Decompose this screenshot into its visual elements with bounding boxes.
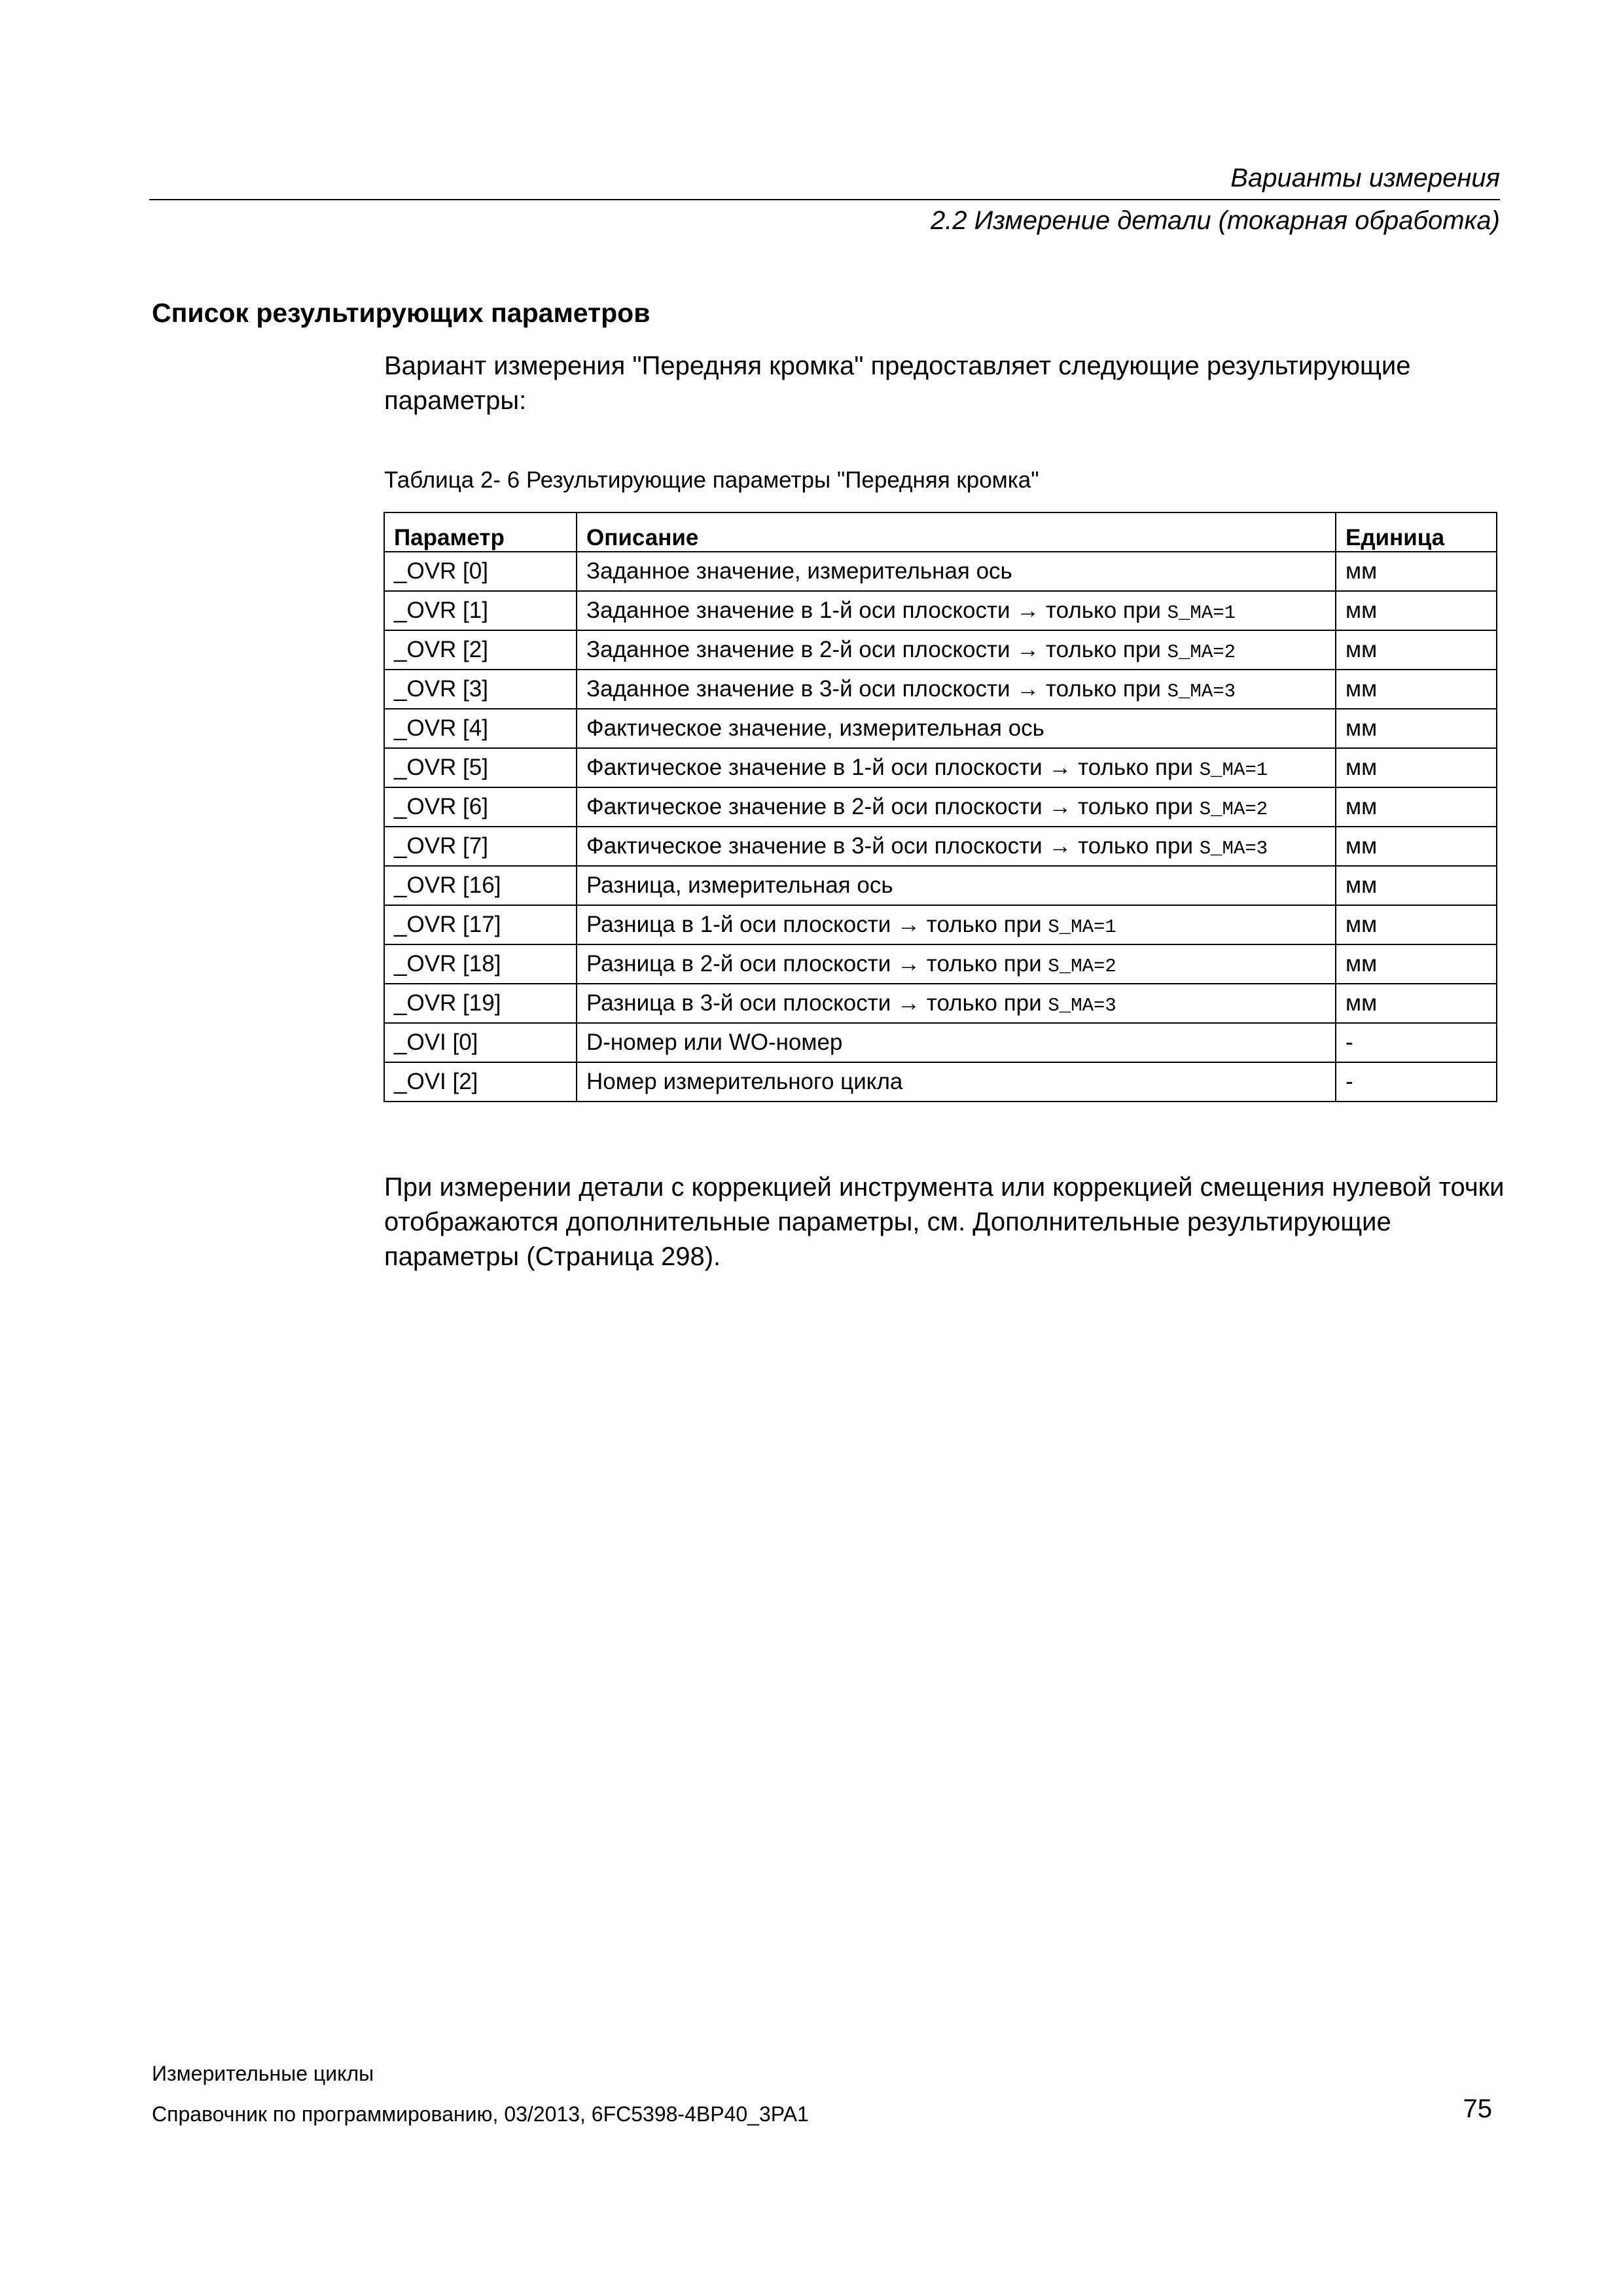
description-text: Разница в 3-й оси плоскости → только при: [586, 990, 1048, 1016]
unit-cell: мм: [1336, 552, 1497, 591]
table-row: [384, 984, 1497, 1023]
description-text: Заданное значение в 3-й оси плоскости → только при: [586, 676, 1168, 702]
condition-code: S_MA=1: [1199, 759, 1268, 781]
description-text: Разница в 2-й оси плоскости → только при: [586, 951, 1048, 977]
parameter-cell: _OVR [1]: [384, 591, 577, 630]
unit-cell: мм: [1336, 670, 1497, 709]
table-row: [384, 709, 1497, 748]
condition-code: S_MA=2: [1199, 798, 1268, 820]
description-text: Фактическое значение в 2-й оси плоскости → только при: [586, 794, 1200, 819]
table-row: [384, 552, 1497, 591]
closing-paragraph: При измерении детали с коррекцией инструмента или коррекцией смещения нулевой точки отображаются дополнительные параметры, см. Дополнительные результирующие параметры (Страница 298).: [384, 1173, 1505, 1271]
description-cell: [577, 709, 1336, 748]
parameter-cell: _OVR [7]: [384, 827, 577, 866]
unit-cell: мм: [1336, 748, 1497, 787]
table-row: [384, 1023, 1497, 1062]
description-text: Заданное значение, измерительная ось: [586, 558, 1012, 584]
header-subtitle: 2.2 Измерение детали (токарная обработка): [930, 206, 1500, 235]
section-heading: Список результирующих параметров: [152, 298, 651, 328]
description-cell: [577, 630, 1336, 670]
description-cell: [577, 905, 1336, 944]
parameter-cell: _OVR [19]: [384, 984, 577, 1023]
unit-cell: мм: [1336, 944, 1497, 984]
description-cell: [577, 866, 1336, 905]
result-parameters-table: [383, 512, 1497, 1102]
description-cell: [577, 1023, 1336, 1062]
parameter-cell: _OVR [17]: [384, 905, 577, 944]
parameter-cell: _OVR [0]: [384, 552, 577, 591]
description-text: D-номер или WO-номер: [586, 1030, 843, 1055]
condition-code: S_MA=1: [1048, 916, 1116, 938]
unit-cell: мм: [1336, 709, 1497, 748]
table-caption: Таблица 2- 6 Результирующие параметры "Передняя кромка": [384, 467, 1039, 493]
parameter-cell: _OVI [2]: [384, 1062, 577, 1102]
intro-paragraph: Вариант измерения "Передняя кромка" предоставляет следующие результирующие параметры:: [384, 351, 1411, 415]
description-text: Разница, измерительная ось: [586, 872, 893, 898]
table-row: [384, 827, 1497, 866]
unit-cell: мм: [1336, 787, 1497, 827]
description-cell: [577, 552, 1336, 591]
unit-cell: -: [1336, 1062, 1497, 1102]
description-cell: [577, 748, 1336, 787]
description-cell: [577, 827, 1336, 866]
unit-cell: мм: [1336, 905, 1497, 944]
condition-code: S_MA=2: [1048, 956, 1116, 977]
unit-cell: -: [1336, 1023, 1497, 1062]
condition-code: S_MA=1: [1167, 602, 1236, 624]
description-cell: [577, 1062, 1336, 1102]
description-text: Фактическое значение в 3-й оси плоскости → только при: [586, 833, 1200, 859]
description-text: Заданное значение в 1-й оси плоскости → только при: [586, 598, 1168, 623]
parameter-cell: _OVR [6]: [384, 787, 577, 827]
description-cell: [577, 984, 1336, 1023]
parameter-cell: _OVR [16]: [384, 866, 577, 905]
table-row: [384, 866, 1497, 905]
parameter-cell: _OVR [2]: [384, 630, 577, 670]
footer-edition-info: Справочник по программированию, 03/2013, 6FC5398-4BP40_3PA1: [152, 2102, 809, 2126]
table-row: [384, 905, 1497, 944]
description-cell: [577, 944, 1336, 984]
description-cell: [577, 670, 1336, 709]
header-rule: [149, 199, 1500, 200]
parameter-cell: _OVI [0]: [384, 1023, 577, 1062]
condition-code: S_MA=3: [1048, 995, 1116, 1016]
unit-cell: мм: [1336, 630, 1497, 670]
description-cell: [577, 787, 1336, 827]
header-title: Варианты измерения: [1230, 164, 1500, 192]
parameter-cell: _OVR [3]: [384, 670, 577, 709]
condition-code: S_MA=3: [1167, 681, 1236, 702]
unit-cell: мм: [1336, 827, 1497, 866]
table-row: [384, 1062, 1497, 1102]
condition-code: S_MA=2: [1167, 641, 1236, 663]
table-row: [384, 591, 1497, 630]
footer-book-title: Измерительные циклы: [152, 2062, 374, 2085]
condition-code: S_MA=3: [1199, 838, 1268, 859]
description-cell: [577, 591, 1336, 630]
unit-cell: мм: [1336, 984, 1497, 1023]
description-text: Заданное значение в 2-й оси плоскости → только при: [586, 637, 1168, 662]
table-row: [384, 670, 1497, 709]
unit-cell: мм: [1336, 866, 1497, 905]
parameter-cell: _OVR [18]: [384, 944, 577, 984]
description-text: Разница в 1-й оси плоскости → только при: [586, 912, 1048, 937]
table-row: [384, 630, 1497, 670]
description-text: Фактическое значение в 1-й оси плоскости → только при: [586, 755, 1200, 780]
parameter-cell: _OVR [5]: [384, 748, 577, 787]
page-number: 75: [1463, 2094, 1492, 2123]
unit-cell: мм: [1336, 591, 1497, 630]
column-header-unit: Единица: [1336, 512, 1497, 552]
table-header-row: [384, 512, 1497, 552]
column-header-parameter: Параметр: [384, 512, 577, 552]
table-body: [384, 552, 1497, 1102]
table-row: [384, 748, 1497, 787]
parameter-cell: _OVR [4]: [384, 709, 577, 748]
column-header-description: Описание: [577, 512, 1336, 552]
description-text: Номер измерительного цикла: [586, 1069, 903, 1094]
table-row: [384, 787, 1497, 827]
description-text: Фактическое значение, измерительная ось: [586, 715, 1044, 741]
table-row: [384, 944, 1497, 984]
